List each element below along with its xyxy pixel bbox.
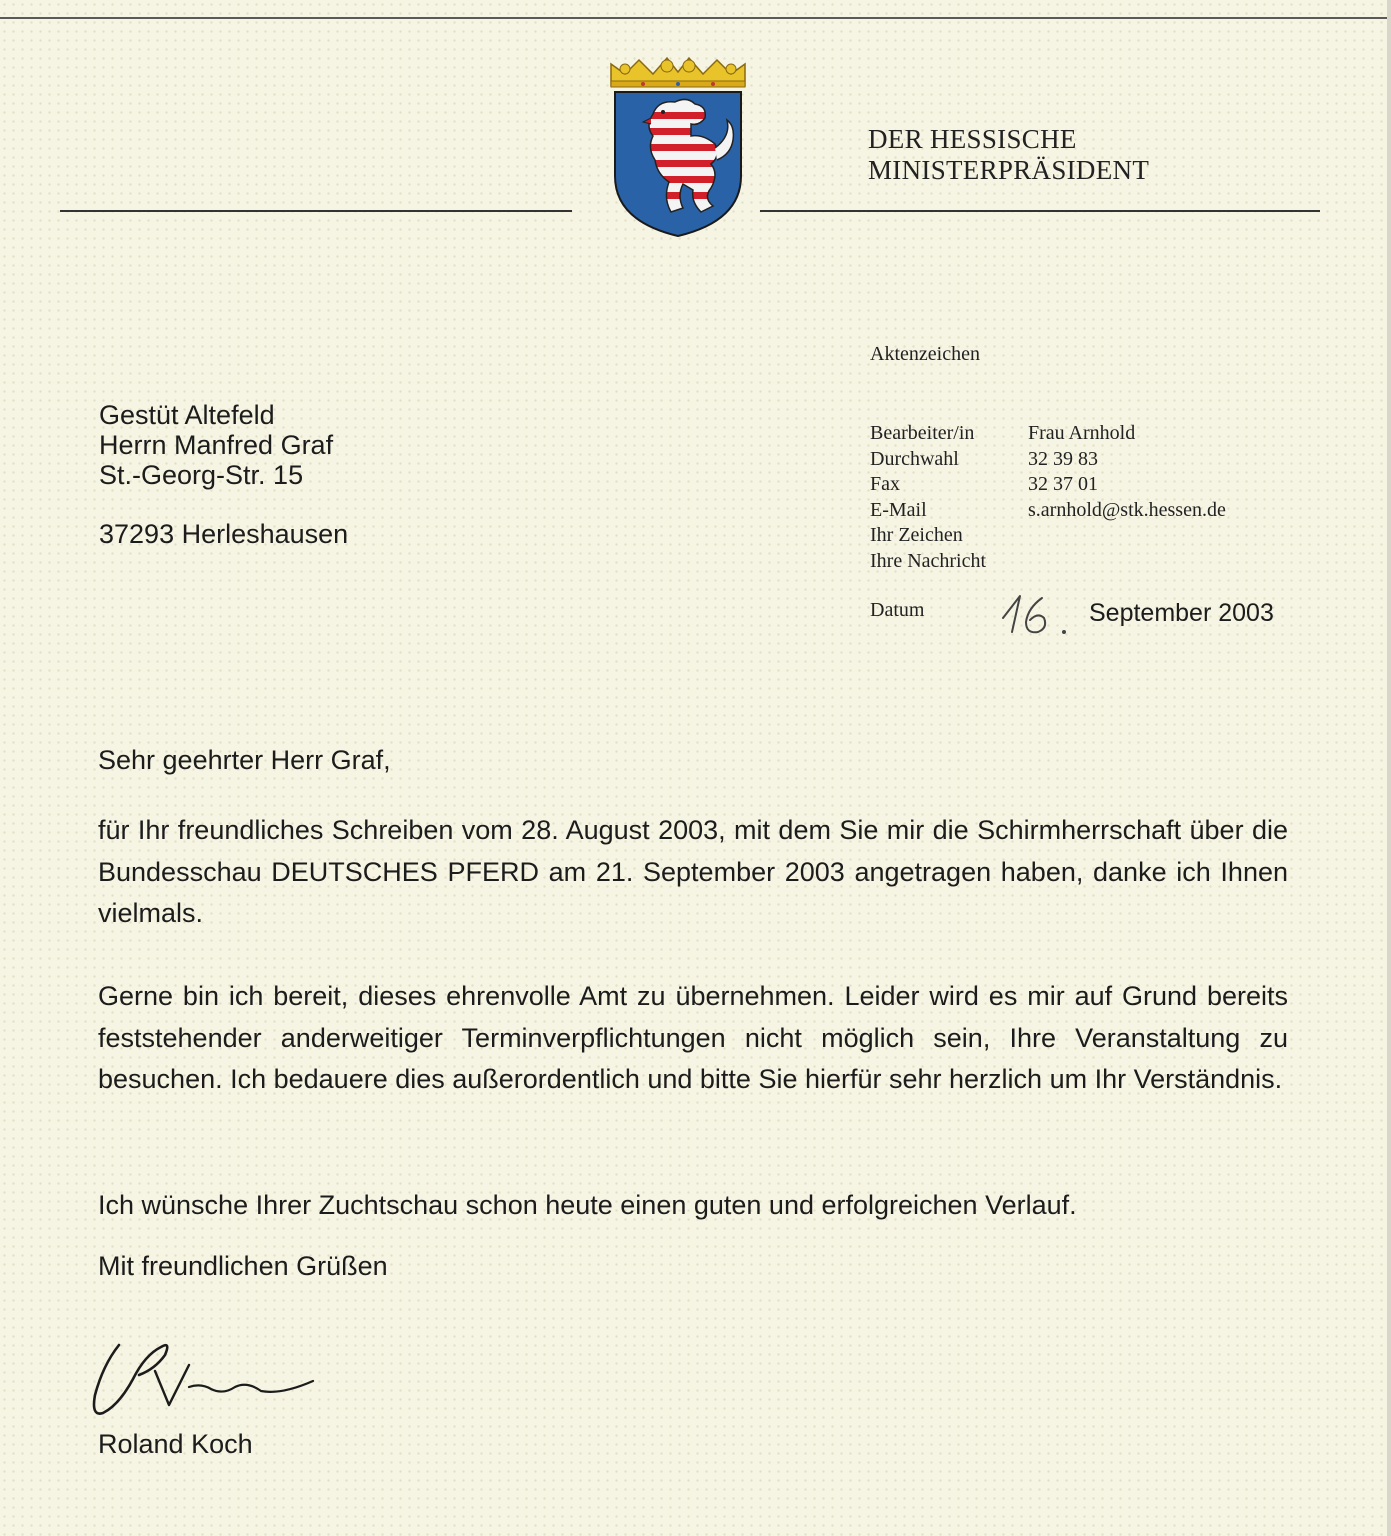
aktenzeichen-label: Aktenzeichen <box>870 343 980 365</box>
meta-label: Ihr Zeichen <box>870 524 963 547</box>
meta-value: s.arnhold@stk.hessen.de <box>1028 498 1226 521</box>
meta-value: 32 39 83 <box>1028 447 1098 470</box>
crown-icon <box>611 58 745 87</box>
body-paragraph-3: Ich wünsche Ihrer Zuchtschau schon heute einen guten und erfolgreichen Verlauf. <box>98 1190 1077 1220</box>
recipient-name: Gestüt Altefeld <box>99 400 275 430</box>
body-paragraph-1: für Ihr freundliches Schreiben vom 28. August 2003, mit dem Sie mir die Schirmherrschaft über die Bundesschau DEUTSCHES PFERD am 21. September 2003 angetragen haben, danke ich Ihnen vielmals. <box>98 815 1288 928</box>
meta-row <box>870 549 1226 575</box>
meta-label: E-Mail <box>870 498 927 521</box>
recipient-city: 37293 Herleshausen <box>99 519 349 549</box>
datum-month-year: September 2003 <box>1089 599 1274 627</box>
meta-row <box>870 421 1226 447</box>
meta-value: 32 37 01 <box>1028 473 1098 496</box>
meta-label: Durchwahl <box>870 447 959 470</box>
reference-block <box>870 421 1226 575</box>
datum-label: Datum <box>870 599 925 621</box>
meta-row <box>870 523 1226 549</box>
salutation: Sehr geehrter Herr Graf, <box>98 745 391 775</box>
scan-right-edge <box>1387 0 1391 1536</box>
letterhead-rule-right <box>760 210 1320 212</box>
recipient-address <box>99 400 348 549</box>
meta-value: Frau Arnhold <box>1028 422 1136 444</box>
ministry-line-1: DER HESSISCHE <box>868 124 1077 154</box>
ministry-line-2: MINISTERPRÄSIDENT <box>868 155 1150 185</box>
signer-name: Roland Koch <box>98 1429 253 1459</box>
meta-label: Ihre Nachricht <box>870 549 987 572</box>
meta-row <box>870 498 1226 524</box>
closing: Mit freundlichen Grüßen <box>98 1251 388 1281</box>
handwritten-day <box>1000 586 1070 638</box>
ministry-name <box>868 124 1149 186</box>
letterhead-rule-left <box>60 210 572 212</box>
meta-label: Fax <box>870 473 900 496</box>
meta-label: Bearbeiter/in <box>870 422 975 444</box>
scan-top-edge <box>0 17 1391 19</box>
meta-row <box>870 472 1226 498</box>
body-paragraph-2: Gerne bin ich bereit, dieses ehrenvolle Amt zu übernehmen. Leider wird es mir auf Grund bereits feststehender anderweitiger Terminverpflichtungen nicht möglich sein, Ihre Veranstaltung zu besuchen. Ich bedauere dies außerordentlich und bitte Sie hierfür sehr herzlich um Ihr Verständnis. <box>98 981 1288 1094</box>
hessen-coat-of-arms-icon <box>603 56 753 238</box>
meta-row <box>870 447 1226 473</box>
recipient-person: Herrn Manfred Graf <box>99 430 334 460</box>
signature <box>85 1335 325 1425</box>
recipient-street: St.-Georg-Str. 15 <box>99 460 304 490</box>
